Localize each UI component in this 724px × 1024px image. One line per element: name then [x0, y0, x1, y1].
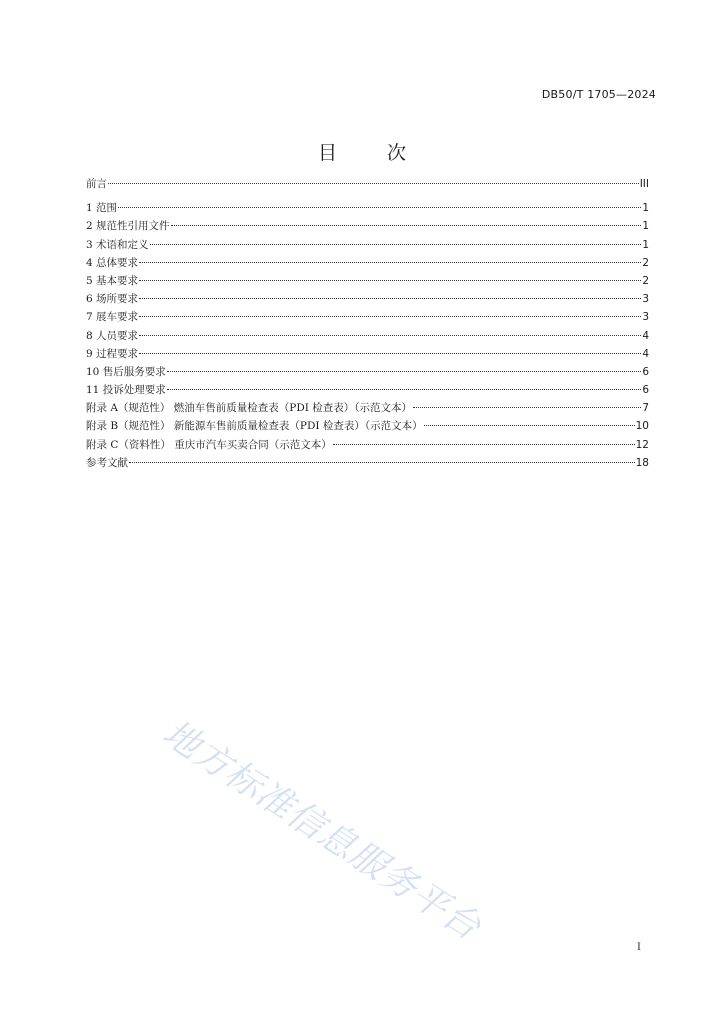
toc-dot-leader	[139, 262, 641, 263]
toc-entry-page: 2	[642, 274, 649, 287]
toc-dot-leader	[139, 298, 641, 299]
toc-dot-leader	[139, 316, 641, 317]
toc-entry[interactable]	[86, 272, 649, 290]
toc-entry-page: 1	[642, 202, 649, 215]
toc-entry-label: 6 场所要求	[86, 293, 139, 306]
toc-entry-page: 12	[635, 438, 649, 451]
toc-entry-label: 3 术语和定义	[86, 238, 149, 251]
toc-entry-label: 4 总体要求	[86, 256, 139, 269]
toc-entry-label: 前言	[86, 178, 107, 190]
toc-entry[interactable]	[86, 454, 649, 472]
toc-entry[interactable]	[86, 417, 649, 435]
page-title: 目 次	[317, 142, 429, 164]
toc-entry-page: 1	[642, 238, 649, 251]
toc-entry[interactable]	[86, 327, 649, 345]
toc-dot-leader	[108, 183, 639, 184]
toc-entry[interactable]	[86, 363, 649, 381]
toc-dot-leader	[167, 389, 642, 390]
toc-dot-leader	[333, 444, 635, 445]
toc-dot-leader	[171, 225, 642, 226]
toc-entry-label: 10 售后服务要求	[86, 365, 166, 378]
toc-entry-label: 参考文献	[86, 456, 128, 469]
toc-entry-label: 附录 A（规范性） 燃油车售前质量检查表（PDI 检查表）（示范文本）	[86, 402, 412, 415]
toc-entry-page: 6	[642, 384, 649, 397]
toc-entry-page: 1	[642, 220, 649, 233]
toc-entry-page: 10	[635, 420, 649, 433]
watermark: 地方标准信息服务平台	[155, 712, 488, 949]
toc-entry[interactable]	[86, 290, 649, 308]
toc-dot-leader	[150, 244, 642, 245]
toc-entry-page: III	[639, 178, 649, 190]
toc-entry[interactable]	[86, 399, 649, 417]
toc-entry-page: 7	[642, 402, 649, 415]
toc-entry-label: 7 展车要求	[86, 311, 139, 324]
toc-entry-label: 2 规范性引用文件	[86, 220, 170, 233]
toc-entry[interactable]	[86, 308, 649, 326]
toc-entry[interactable]	[86, 381, 649, 399]
toc-entry[interactable]	[86, 236, 649, 254]
toc-entry[interactable]	[86, 175, 649, 193]
toc-entry-label: 11 投诉处理要求	[86, 384, 166, 397]
toc-entry-page: 3	[642, 311, 649, 324]
toc-entry-label: 附录 B（规范性） 新能源车售前质量检查表（PDI 检查表）（示范文本）	[86, 420, 423, 433]
document-code: DB50/T 1705—2024	[541, 88, 656, 101]
toc-dot-leader	[413, 407, 641, 408]
toc-dot-leader	[129, 462, 635, 463]
toc-entry-label: 9 过程要求	[86, 347, 139, 360]
toc-entry-label: 附录 C（资料性） 重庆市汽车买卖合同（示范文本）	[86, 438, 332, 451]
toc-entry-label: 8 人员要求	[86, 329, 139, 342]
toc-entry-page: 18	[635, 456, 649, 469]
toc-entry-page: 6	[642, 365, 649, 378]
toc-entry-page: 3	[642, 293, 649, 306]
toc-dot-leader	[139, 353, 641, 354]
toc-entry-page: 4	[642, 347, 649, 360]
toc-entry[interactable]	[86, 254, 649, 272]
toc-dot-leader	[118, 207, 641, 208]
page-number: I	[636, 941, 641, 953]
toc-entry-label: 1 范围	[86, 202, 118, 215]
toc-entry[interactable]	[86, 217, 649, 235]
toc-entry[interactable]	[86, 345, 649, 363]
toc-dot-leader	[139, 335, 641, 336]
toc-entry[interactable]	[86, 199, 649, 217]
toc-entry-page: 4	[642, 329, 649, 342]
toc-entry[interactable]	[86, 436, 649, 454]
toc-dot-leader	[167, 371, 642, 372]
toc-dot-leader	[424, 425, 635, 426]
toc-entry-page: 2	[642, 256, 649, 269]
toc-entry-label: 5 基本要求	[86, 274, 139, 287]
table-of-contents	[86, 175, 649, 472]
toc-dot-leader	[139, 280, 641, 281]
